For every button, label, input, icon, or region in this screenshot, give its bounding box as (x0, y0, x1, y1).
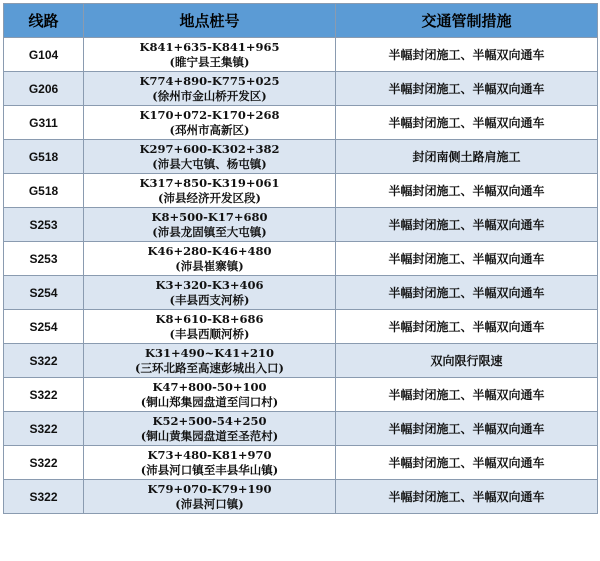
location-cell (84, 446, 336, 480)
place-name: (邳州市高新区) (169, 122, 250, 137)
table-row (4, 344, 598, 378)
measure-cell: 半幅封闭施工、半幅双向通车 (336, 276, 598, 310)
kilometer-range: K47+800-50+100 (152, 379, 267, 394)
kilometer-range: K46+280-K46+480 (147, 243, 272, 258)
place-name: (沛县崔寨镇) (175, 258, 244, 273)
measure-cell: 双向限行限速 (336, 344, 598, 378)
table-row (4, 310, 598, 344)
kilometer-range: K841+635-K841+965 (139, 39, 280, 54)
route-cell: S253 (4, 208, 84, 242)
location-cell (84, 38, 336, 72)
location-cell (84, 72, 336, 106)
route-cell: S322 (4, 378, 84, 412)
measure-cell: 半幅封闭施工、半幅双向通车 (336, 446, 598, 480)
route-cell: S254 (4, 310, 84, 344)
place-name: (铜山黄集园盘道至圣范村) (140, 428, 279, 443)
kilometer-range: K8+500-K17+680 (151, 209, 268, 224)
kilometer-range: K170+072-K170+268 (139, 107, 280, 122)
header-measure: 交通管制措施 (336, 4, 598, 38)
kilometer-range: K317+850-K319+061 (139, 175, 280, 190)
measure-cell: 半幅封闭施工、半幅双向通车 (336, 378, 598, 412)
route-cell: G518 (4, 174, 84, 208)
measure-cell: 半幅封闭施工、半幅双向通车 (336, 208, 598, 242)
location-cell (84, 208, 336, 242)
kilometer-range: K3+320-K3+406 (155, 277, 264, 292)
measure-cell: 半幅封闭施工、半幅双向通车 (336, 412, 598, 446)
place-name: (丰县西支河桥) (169, 292, 250, 307)
measure-cell: 半幅封闭施工、半幅双向通车 (336, 480, 598, 514)
location-cell (84, 378, 336, 412)
kilometer-range: K52+500-54+250 (152, 413, 267, 428)
location-cell (84, 310, 336, 344)
location-cell (84, 412, 336, 446)
table-row (4, 480, 598, 514)
location-cell (84, 140, 336, 174)
place-name: (沛县大屯镇、杨屯镇) (152, 156, 267, 171)
measure-cell: 半幅封闭施工、半幅双向通车 (336, 38, 598, 72)
measure-cell: 半幅封闭施工、半幅双向通车 (336, 106, 598, 140)
kilometer-range: K79+070-K79+190 (147, 481, 272, 496)
location-cell (84, 480, 336, 514)
route-cell: S322 (4, 480, 84, 514)
location-cell (84, 174, 336, 208)
place-name: (沛县龙固镇至大屯镇) (152, 224, 267, 239)
measure-cell: 半幅封闭施工、半幅双向通车 (336, 174, 598, 208)
route-cell: G311 (4, 106, 84, 140)
table-header-row (4, 4, 598, 38)
table-row (4, 242, 598, 276)
kilometer-range: K774+890-K775+025 (139, 73, 280, 88)
place-name: (徐州市金山桥开发区) (152, 88, 267, 103)
place-name: (沛县河口镇至丰县华山镇) (140, 462, 279, 477)
measure-cell: 半幅封闭施工、半幅双向通车 (336, 72, 598, 106)
table-row (4, 276, 598, 310)
route-cell: G104 (4, 38, 84, 72)
location-cell (84, 276, 336, 310)
place-name: (睢宁县王集镇) (169, 54, 250, 69)
route-cell: S322 (4, 344, 84, 378)
table-row (4, 72, 598, 106)
route-cell: G518 (4, 140, 84, 174)
table-row (4, 174, 598, 208)
location-cell (84, 344, 336, 378)
location-cell (84, 106, 336, 140)
measure-cell: 封闭南侧土路肩施工 (336, 140, 598, 174)
place-name: (三环北路至高速彭城出入口) (135, 360, 284, 375)
table-row (4, 208, 598, 242)
location-cell (84, 242, 336, 276)
traffic-control-table (3, 3, 598, 514)
table-row (4, 106, 598, 140)
kilometer-range: K297+600-K302+382 (139, 141, 280, 156)
table-row (4, 412, 598, 446)
route-cell: S253 (4, 242, 84, 276)
table-row (4, 140, 598, 174)
route-cell: S322 (4, 446, 84, 480)
place-name: (丰县西顺河桥) (169, 326, 250, 341)
measure-cell: 半幅封闭施工、半幅双向通车 (336, 242, 598, 276)
header-route: 线路 (4, 4, 84, 38)
kilometer-range: K73+480-K81+970 (147, 447, 272, 462)
traffic-control-table-container (3, 3, 597, 514)
table-row (4, 378, 598, 412)
place-name: (沛县河口镇) (175, 496, 244, 511)
route-cell: G206 (4, 72, 84, 106)
header-location: 地点桩号 (84, 4, 336, 38)
table-row (4, 38, 598, 72)
kilometer-range: K8+610-K8+686 (155, 311, 264, 326)
table-row (4, 446, 598, 480)
place-name: (沛县经济开发区段) (158, 190, 261, 205)
route-cell: S254 (4, 276, 84, 310)
place-name: (铜山郑集园盘道至闫口村) (140, 394, 279, 409)
measure-cell: 半幅封闭施工、半幅双向通车 (336, 310, 598, 344)
route-cell: S322 (4, 412, 84, 446)
kilometer-range: K31+490~K41+210 (145, 345, 274, 360)
